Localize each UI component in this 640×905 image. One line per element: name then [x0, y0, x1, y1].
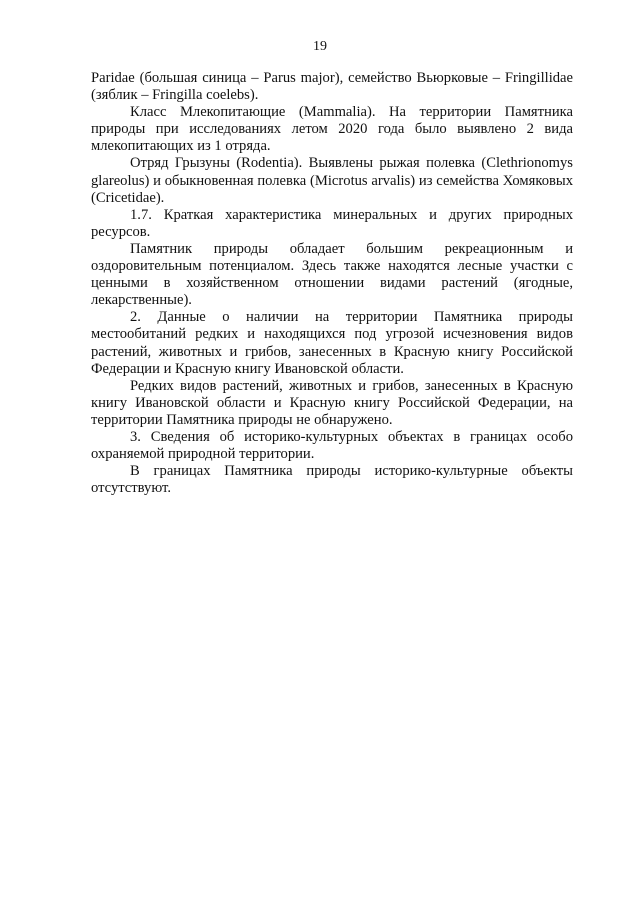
paragraph-cultural-objects: В границах Памятника природы историко-культурные объекты отсутствуют.: [91, 463, 573, 497]
paragraph-rodents-order: Отряд Грызуны (Rodentia). Выявлены рыжая полевка (Clethrionomys glareolus) и обыкновенная полевка (Microtus arvalis) из семейства Хомяковых (Cricetidae).: [91, 155, 573, 206]
paragraph-mammals-class: Класс Млекопитающие (Mammalia). На территории Памятника природы при исследованиях летом 2020 года было выявлено 2 вида млекопитающих из 1 отряда.: [91, 104, 573, 155]
paragraph-recreational-potential: Памятник природы обладает большим рекреационным и оздоровительным потенциалом. Здесь также находятся лесные участки с ценными в хозяйственном отношении видами растений (ягодные, лекарственные).: [91, 240, 573, 309]
section-heading-2: 2. Данные о наличии на территории Памятника природы местообитаний редких и находящихся под угрозой исчезновения видов растений, животных и грибов, занесенных в Красную книгу Российской Федерации и Красную книгу Ивановской области.: [91, 309, 573, 377]
document-body: [91, 70, 573, 497]
page-number: 19: [313, 39, 327, 54]
paragraph-birds-continued: Paridae (большая синица – Parus major), семейство Вьюрковые – Fringillidae (зяблик – Fringilla coelebs).: [91, 70, 573, 104]
section-heading-1-7: 1.7. Краткая характеристика минеральных и других природных ресурсов.: [91, 206, 573, 240]
section-heading-3: 3. Сведения об историко-культурных объектах в границах особо охраняемой природной территории.: [91, 428, 573, 463]
paragraph-red-book-species: Редких видов растений, животных и грибов, занесенных в Красную книгу Ивановской области и Красную книгу Российской Федерации, на территории Памятника природы не обнаружено.: [91, 377, 573, 428]
